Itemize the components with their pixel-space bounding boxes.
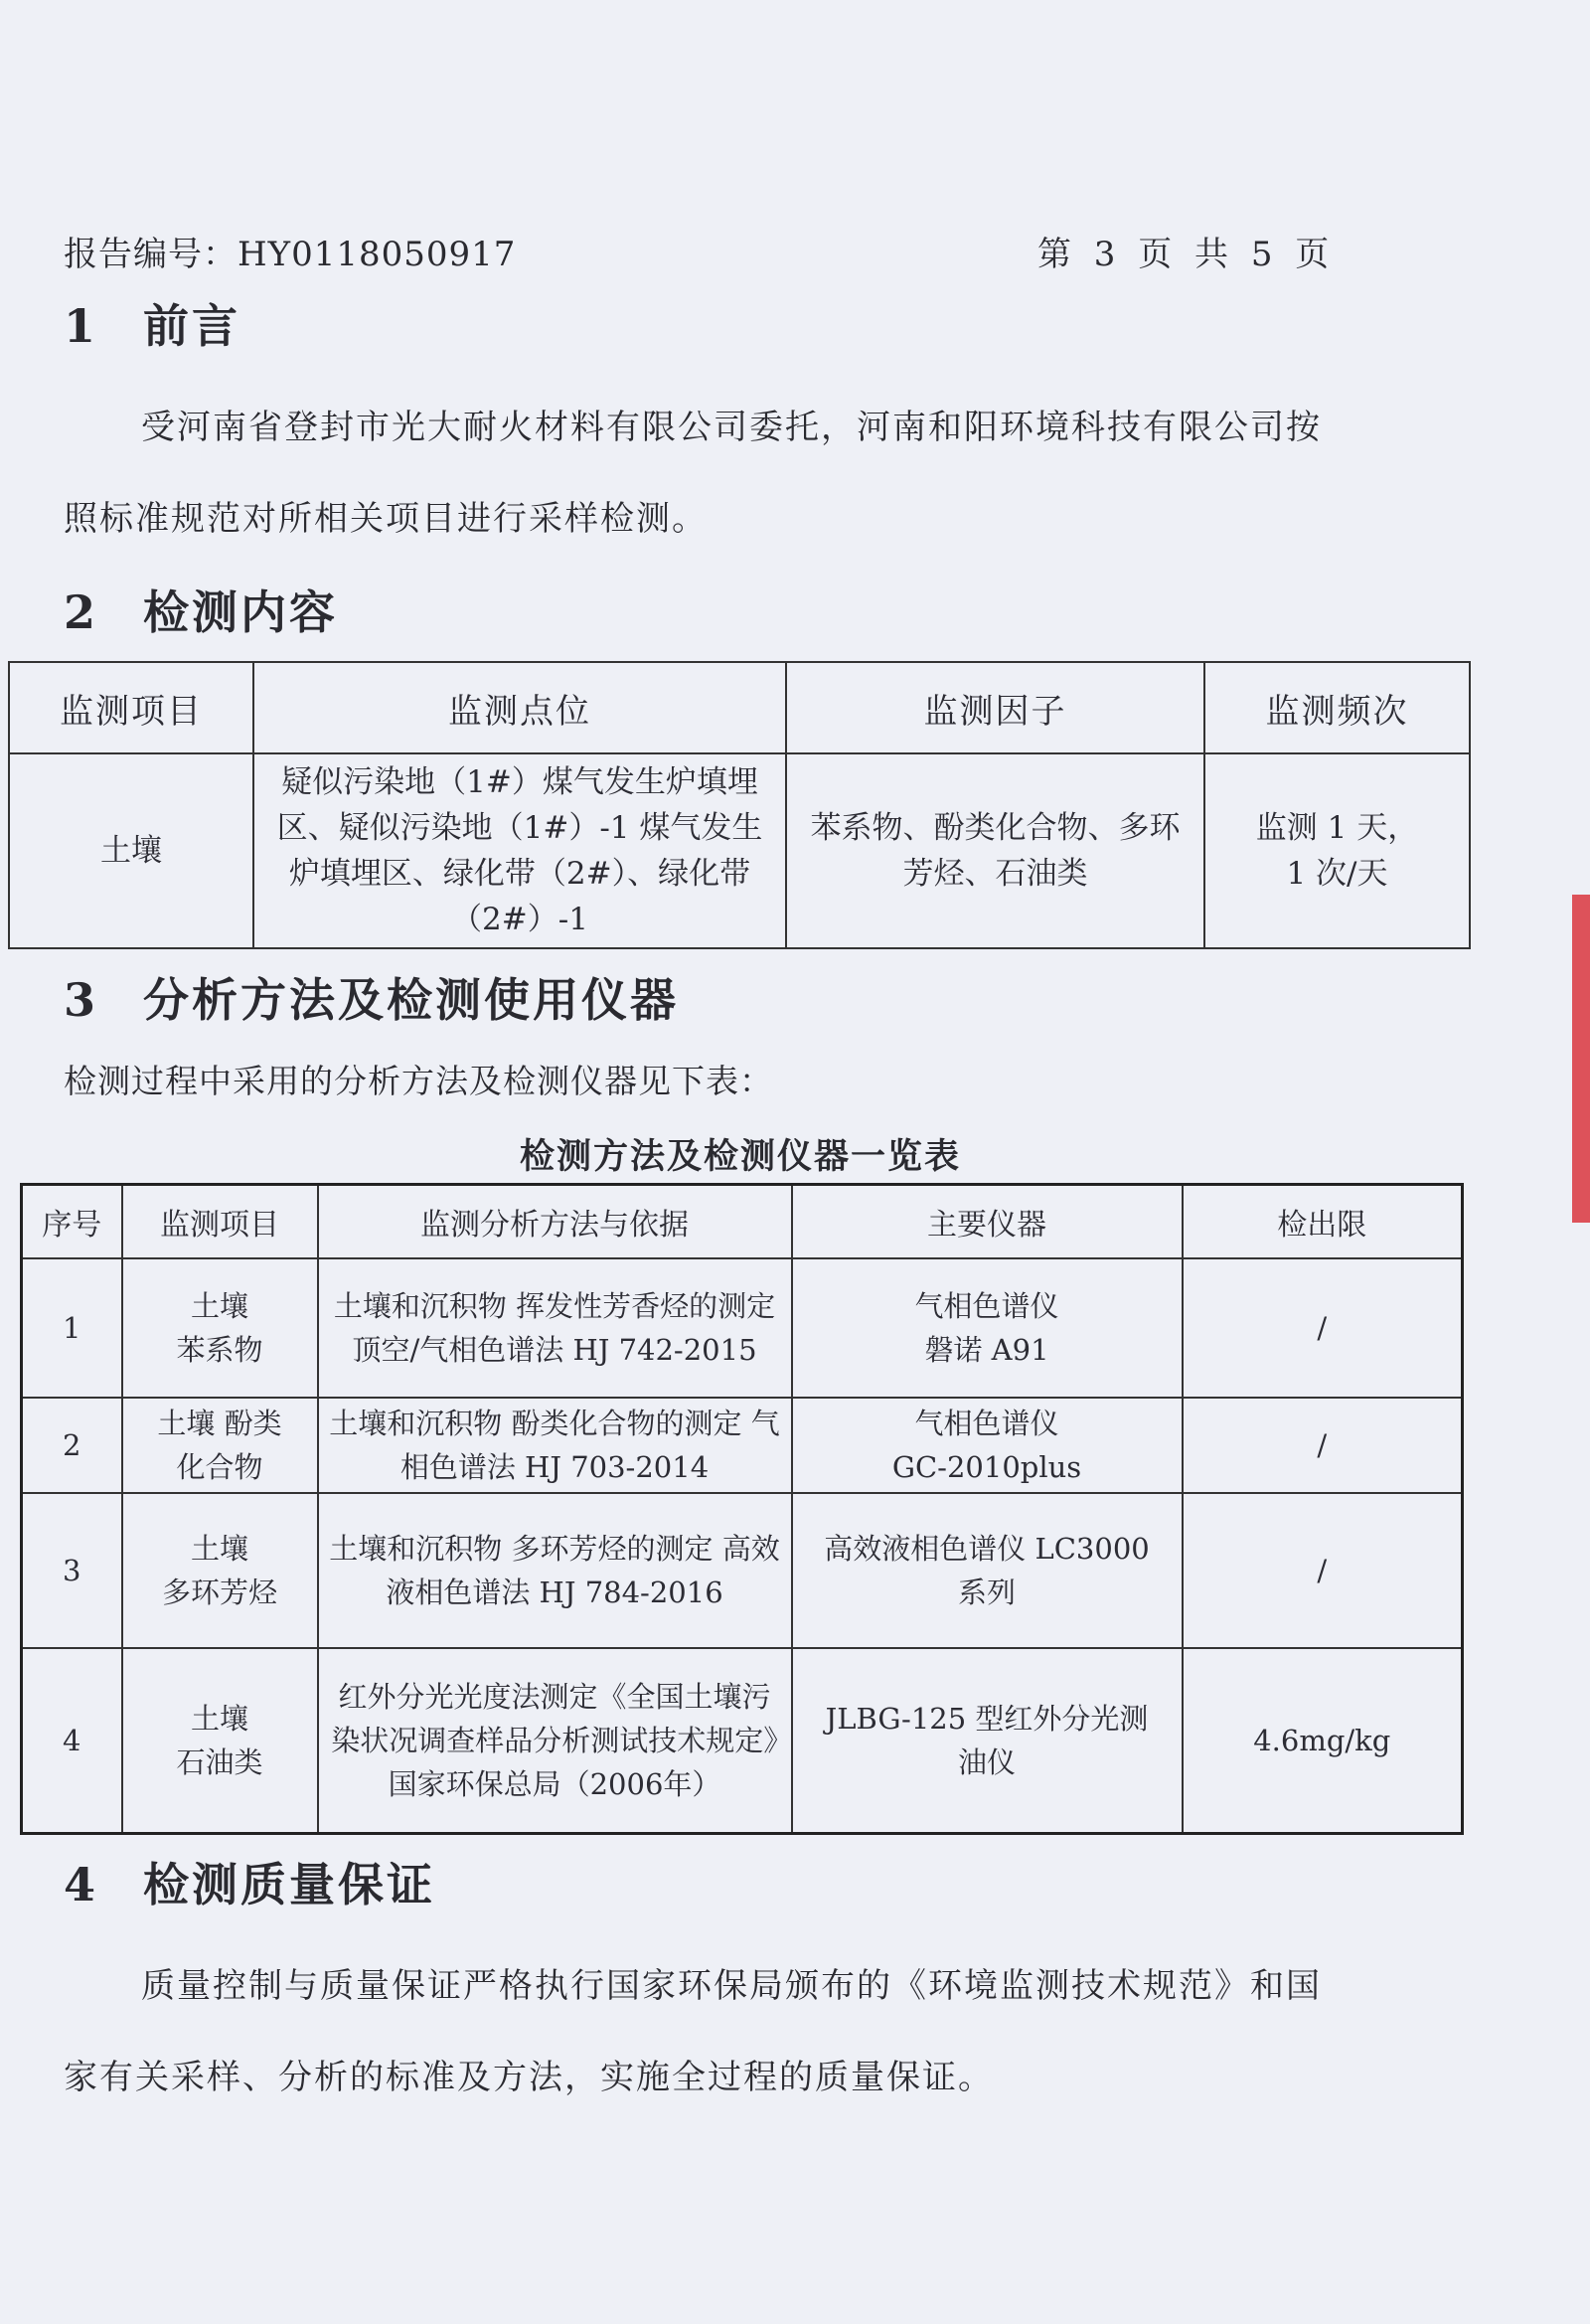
- cell-instrument: [792, 1648, 1183, 1833]
- column-header: 监测点位: [253, 662, 786, 753]
- cell-item: [122, 1493, 318, 1648]
- item-line-1: 土壤: [190, 1701, 248, 1736]
- frequency-line-2: 1 次/天: [1286, 856, 1388, 892]
- column-header: 监测因子: [786, 662, 1204, 753]
- cell-limit: /: [1183, 1258, 1463, 1398]
- section-title: 检测内容: [143, 585, 338, 639]
- cell-method: 红外分光光度法测定《全国土壤污染状况调查样品分析测试技术规定》国家环保总局（2006年）: [318, 1648, 792, 1833]
- quality-line-2: 家有关采样、分析的标准及方法，实施全过程的质量保证。: [64, 2058, 994, 2097]
- cell-limit: /: [1183, 1493, 1463, 1648]
- table-header-row: [9, 662, 1470, 753]
- section-3-heading: [64, 964, 679, 1030]
- cell-instrument: [792, 1258, 1183, 1398]
- column-header: 监测项目: [9, 662, 253, 753]
- table-row: [22, 1258, 1463, 1398]
- cell-limit: /: [1183, 1398, 1463, 1493]
- section-1-heading: [64, 290, 240, 356]
- section-number: 3: [64, 973, 96, 1027]
- frequency-line-1: 监测 1 天，: [1255, 810, 1419, 846]
- item-line-1: 土壤: [190, 1532, 248, 1566]
- cell-no: 2: [22, 1398, 122, 1493]
- item-line-2: 苯系物: [176, 1333, 263, 1367]
- cell-frequency: [1204, 753, 1470, 948]
- section-number: 1: [64, 299, 96, 353]
- quality-line-1: 质量控制与质量保证严格执行国家环保局颁布的《环境监测技术规范》和国: [141, 1966, 1322, 2006]
- section-number: 4: [64, 1858, 96, 1911]
- section-4-heading: [64, 1849, 435, 1914]
- column-header: 监测分析方法与依据: [318, 1185, 792, 1259]
- section-number: 2: [64, 585, 96, 639]
- table-row: [9, 753, 1470, 948]
- item-line-2: 化合物: [176, 1450, 263, 1484]
- method-intro: 检测过程中采用的分析方法及检测仪器见下表：: [64, 1062, 773, 1100]
- cell-no: 1: [22, 1258, 122, 1398]
- instrument-line-2: 系列: [957, 1576, 1016, 1609]
- column-header: 监测项目: [122, 1185, 318, 1259]
- cell-location: 疑似污染地（1#）煤气发生炉填埋区、疑似污染地（1#）-1 煤气发生炉填埋区、绿化带（2#）、绿化带（2#）-1: [253, 753, 786, 948]
- intro-line-1: 受河南省登封市光大耐火材料有限公司委托，河南和阳环境科技有限公司按: [141, 408, 1322, 447]
- cell-item: [122, 1258, 318, 1398]
- instrument-line-1: 气相色谱仪: [914, 1289, 1059, 1323]
- item-line-2: 石油类: [176, 1744, 263, 1779]
- section-title: 前言: [143, 299, 240, 353]
- method-table-caption: 检测方法及检测仪器一览表: [519, 1136, 961, 1177]
- cell-instrument: [792, 1493, 1183, 1648]
- page-info: 第 3 页 共 5 页: [1037, 235, 1336, 274]
- table-row: [22, 1398, 1463, 1493]
- cell-instrument: [792, 1398, 1183, 1493]
- cell-item: 土壤: [9, 753, 253, 948]
- instrument-line-2: 油仪: [957, 1744, 1016, 1779]
- cell-method: 土壤和沉积物 多环芳烃的测定 高效液相色谱法 HJ 784-2016: [318, 1493, 792, 1648]
- cell-method: 土壤和沉积物 挥发性芳香烃的测定 顶空/气相色谱法 HJ 742-2015: [318, 1258, 792, 1398]
- intro-line-2: 照标准规范对所相关项目进行采样检测。: [64, 499, 708, 539]
- cell-no: 3: [22, 1493, 122, 1648]
- content-table: [8, 661, 1471, 949]
- section-title: 检测质量保证: [143, 1858, 435, 1911]
- cell-no: 4: [22, 1648, 122, 1833]
- column-header: 序号: [22, 1185, 122, 1259]
- instrument-line-2: GC-2010plus: [891, 1450, 1082, 1484]
- instrument-line-2: 磐诺 A91: [924, 1333, 1049, 1367]
- cell-limit: 4.6mg/kg: [1183, 1648, 1463, 1833]
- item-line-2: 多环芳烃: [161, 1576, 277, 1609]
- table-row: [22, 1648, 1463, 1833]
- column-header: 主要仪器: [792, 1185, 1183, 1259]
- report-number: 报告编号：HY0118050917: [64, 235, 517, 274]
- instrument-line-1: JLBG-125 型红外分光测: [825, 1701, 1149, 1736]
- item-line-1: 土壤: [190, 1289, 248, 1323]
- section-2-heading: [64, 577, 338, 642]
- section-title: 分析方法及检测使用仪器: [143, 973, 679, 1027]
- item-line-1: 土壤 酚类: [157, 1407, 282, 1440]
- column-header: 监测频次: [1204, 662, 1470, 753]
- cell-method: 土壤和沉积物 酚类化合物的测定 气相色谱法 HJ 703-2014: [318, 1398, 792, 1493]
- cell-item: [122, 1398, 318, 1493]
- instrument-line-1: 高效液相色谱仪 LC3000: [824, 1532, 1150, 1566]
- column-header: 检出限: [1183, 1185, 1463, 1259]
- cell-factor: 苯系物、酚类化合物、多环芳烃、石油类: [786, 753, 1204, 948]
- instrument-line-1: 气相色谱仪: [914, 1407, 1059, 1440]
- red-seal-edge: [1572, 895, 1590, 1223]
- table-row: [22, 1493, 1463, 1648]
- method-table: [20, 1183, 1464, 1835]
- table-header-row: [22, 1185, 1463, 1259]
- cell-item: [122, 1648, 318, 1833]
